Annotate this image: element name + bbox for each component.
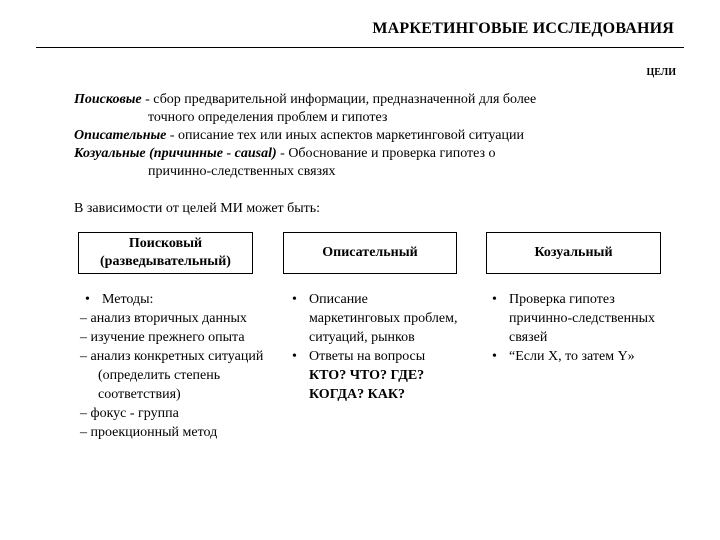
type-box-descriptive: Описательный xyxy=(283,232,457,274)
descriptive-details xyxy=(287,290,462,404)
goal-term: Поисковые xyxy=(74,92,142,107)
list-item: – анализ конкретных ситуаций (определить степень соответствия) xyxy=(80,349,264,402)
goal-desc: - сбор предварительной информации, предназначенной для более xyxy=(141,92,537,107)
intro-text: В зависимости от целей МИ может быть: xyxy=(74,201,321,216)
title-divider xyxy=(36,47,684,48)
list-item-questions: КТО? ЧТО? ГДЕ? КОГДА? КАК? xyxy=(309,368,425,402)
goal-term: Описательные xyxy=(74,128,167,143)
goal-desc: - описание тех или иных аспектов маркетинговой ситуации xyxy=(166,128,524,143)
section-subtitle: ЦЕЛИ xyxy=(646,67,676,78)
list-item xyxy=(287,347,462,404)
type-box-label: Поисковый xyxy=(128,236,203,251)
page-title: МАРКЕТИНГОВЫЕ ИССЛЕДОВАНИЯ xyxy=(372,20,674,37)
causal-details xyxy=(487,290,667,366)
goal-desc-cont: причинно-следственных связях xyxy=(148,164,336,179)
type-box-causal: Козуальный xyxy=(486,232,661,274)
list-item-text: Ответы на вопросы xyxy=(309,349,426,364)
list-item: • “Если X, то затем Y» xyxy=(487,347,667,366)
search-methods xyxy=(80,290,280,442)
list-item: – проекционный метод xyxy=(80,425,218,440)
goal-search xyxy=(74,91,674,127)
goal-term: Козуальные (причинные - causal) xyxy=(74,146,277,161)
goals-list xyxy=(74,91,674,181)
list-item: – фокус - группа xyxy=(80,406,179,421)
goal-causal xyxy=(74,145,674,181)
list-item: • Методы: xyxy=(80,290,280,309)
list-item: – анализ вторичных данных xyxy=(80,311,247,326)
list-item: • Проверка гипотез причинно-следственных связей xyxy=(487,290,667,347)
goal-desc: - Обоснование и проверка гипотез о xyxy=(276,146,496,161)
goal-descriptive xyxy=(74,127,674,145)
list-item: • Описание маркетинговых проблем, ситуаций, рынков xyxy=(287,290,462,347)
list-item: – изучение прежнего опыта xyxy=(80,330,245,345)
type-box-search xyxy=(78,232,253,274)
type-box-label-sub: (разведывательный) xyxy=(100,254,231,269)
goal-desc-cont: точного определения проблем и гипотез xyxy=(148,110,388,125)
